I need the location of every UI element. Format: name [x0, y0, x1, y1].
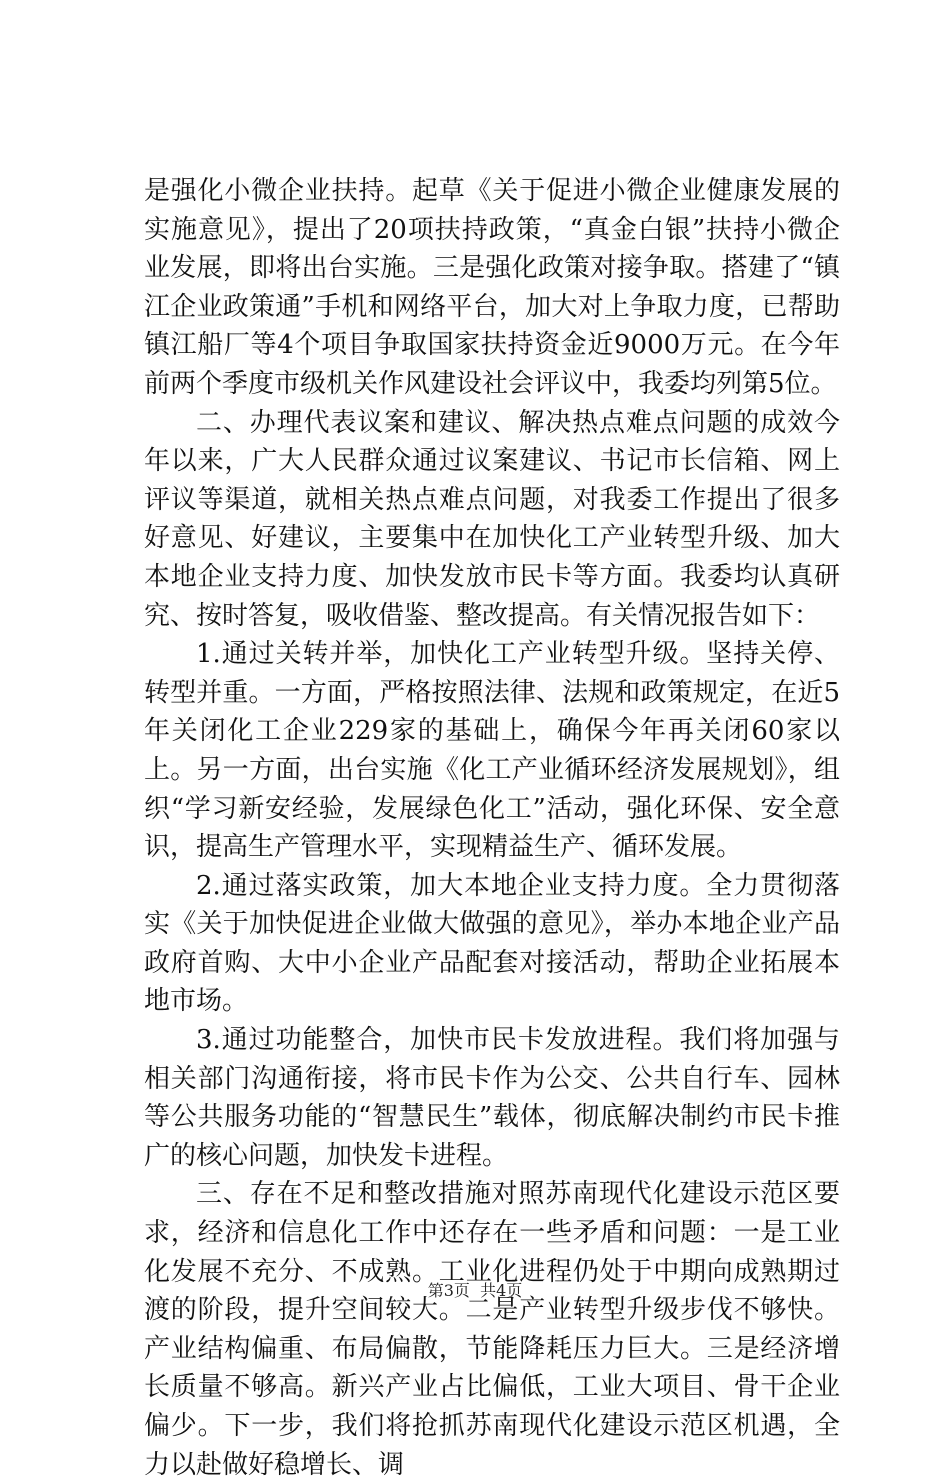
page-number-label: 第3页 共4页 [427, 1281, 523, 1300]
paragraph-item-two: 2.通过落实政策，加大本地企业支持力度。全力贯彻落实《关于加快促进企业做大做强的意见》，举办本地企业产品政府首购、大中小企业产品配套对接活动，帮助企业拓展本地市场。 [144, 870, 840, 1017]
page-footer [0, 1278, 950, 1301]
paragraph-continuation: 是强化小微企业扶持。起草《关于促进小微企业健康发展的实施意见》，提出了20项扶持政策，“真金白银”扶持小微企业发展，即将出台实施。三是强化政策对接争取。搭建了“镇江企业政策通”手机和网络平台，加大对上争取力度，已帮助镇江船厂等4个项目争取国家扶持资金近9000万元。在今年前两个季度市级机关作风建设社会评议中，我委均列第5位。 [144, 176, 840, 399]
paragraph-item-three: 3.通过功能整合，加快市民卡发放进程。我们将加强与相关部门沟通衔接，将市民卡作为公交、公共自行车、园林等公共服务功能的“智慧民生”载体，彻底解决制约市民卡推广的核心问题，加快发卡进程。 [144, 1025, 840, 1171]
paragraph-section-three: 三、存在不足和整改措施对照苏南现代化建设示范区要求，经济和信息化工作中还存在一些矛盾和问题：一是工业化发展不充分、不成熟。工业化进程仍处于中期向成熟期过渡的阶段，提升空间较大。二是产业转型升级步伐不够快。产业结构偏重、布局偏散，节能降耗压力巨大。三是经济增长质量不够高。新兴产业占比偏低，工业大项目、骨干企业偏少。下一步，我们将抢抓苏南现代化建设示范区机遇，全力以赴做好稳增长、调 [144, 1179, 840, 1480]
paragraph-item-one: 1.通过关转并举，加快化工产业转型升级。坚持关停、转型并重。一方面，严格按照法律、法规和政策规定，在近5年关闭化工企业229家的基础上，确保今年再关闭60家以上。另一方面，出台实施《化工产业循环经济发展规划》，组织“学习新安经验，发展绿色化工”活动，强化环保、安全意识，提高生产管理水平，实现精益生产、循环发展。 [144, 639, 840, 863]
paragraph-section-two: 二、办理代表议案和建议、解决热点难点问题的成效今年以来，广大人民群众通过议案建议、书记市长信箱、网上评议等渠道，就相关热点难点问题，对我委工作提出了很多好意见、好建议，主要集中在加快化工产业转型升级、加大本地企业支持力度、加快发放市民卡等方面。我委均认真研究、按时答复，吸收借鉴、整改提高。有关情况报告如下： [144, 407, 840, 631]
